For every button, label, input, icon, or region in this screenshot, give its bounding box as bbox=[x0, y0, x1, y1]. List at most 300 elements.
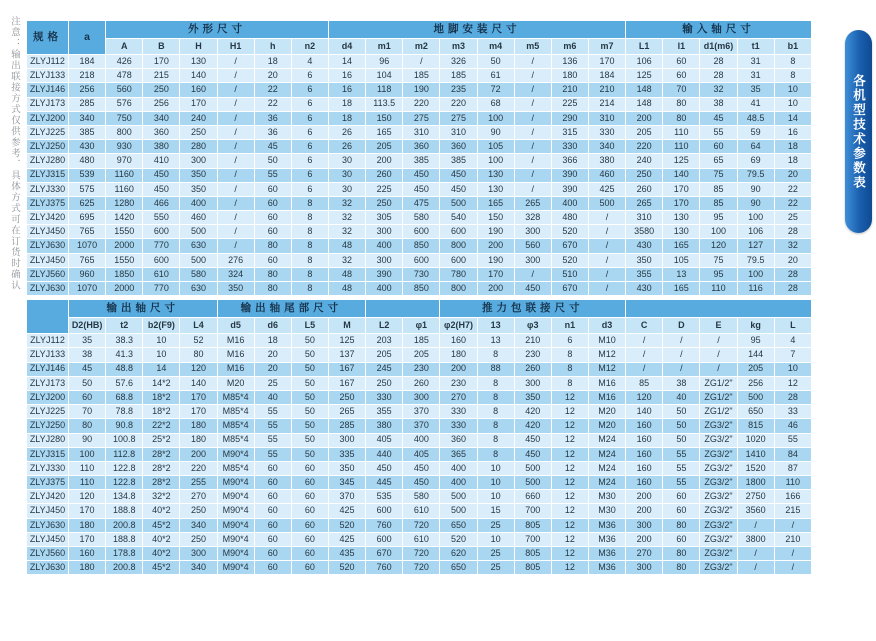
value-cell: 170 bbox=[663, 196, 700, 210]
value-cell: M24 bbox=[588, 433, 625, 447]
value-cell: 466 bbox=[143, 196, 180, 210]
value-cell: 930 bbox=[106, 140, 143, 154]
value-cell: 2750 bbox=[737, 490, 774, 504]
model-cell: ZLYJ173 bbox=[27, 97, 69, 111]
value-cell: 144 bbox=[737, 348, 774, 362]
value-cell: 25*2 bbox=[143, 433, 180, 447]
value-cell: 2000 bbox=[106, 239, 143, 253]
table-row bbox=[27, 504, 812, 518]
value-cell: 106 bbox=[737, 225, 774, 239]
value-cell: 40*2 bbox=[143, 547, 180, 561]
value-cell: 60 bbox=[254, 532, 291, 546]
value-cell: 8 bbox=[291, 253, 328, 267]
value-cell: 48 bbox=[328, 282, 365, 296]
value-cell: 160 bbox=[180, 83, 217, 97]
value-cell: / bbox=[774, 547, 811, 561]
value-cell: M36 bbox=[588, 561, 625, 575]
value-cell: 130 bbox=[663, 225, 700, 239]
value-cell: 10 bbox=[477, 490, 514, 504]
value-cell: 35 bbox=[69, 334, 106, 348]
value-cell: ZG3/2" bbox=[700, 419, 737, 433]
value-cell: / bbox=[217, 97, 254, 111]
value-cell: 260 bbox=[403, 376, 440, 390]
value-cell: 38 bbox=[69, 348, 106, 362]
value-cell: ZG3/2" bbox=[700, 504, 737, 518]
value-cell: 365 bbox=[440, 447, 477, 461]
value-cell: 300 bbox=[328, 433, 365, 447]
value-cell: ZG3/2" bbox=[700, 547, 737, 561]
value-cell: 30 bbox=[328, 154, 365, 168]
value-cell: M16 bbox=[217, 334, 254, 348]
value-cell: 510 bbox=[551, 267, 588, 281]
section-tab-technical-parameters[interactable] bbox=[845, 30, 872, 233]
value-cell: 750 bbox=[106, 111, 143, 125]
value-cell: 1410 bbox=[737, 447, 774, 461]
value-cell: 300 bbox=[514, 253, 551, 267]
value-cell: 80 bbox=[69, 419, 106, 433]
value-cell: 55 bbox=[663, 461, 700, 475]
table-row bbox=[27, 282, 812, 296]
table-row bbox=[27, 419, 812, 433]
value-cell: 8 bbox=[551, 376, 588, 390]
table-row bbox=[27, 518, 812, 532]
table-row bbox=[27, 390, 812, 404]
value-cell: 88 bbox=[477, 362, 514, 376]
model-cell: ZLYJ112 bbox=[27, 55, 69, 69]
value-cell: 425 bbox=[588, 182, 625, 196]
value-cell: 630 bbox=[180, 282, 217, 296]
value-cell: 170 bbox=[588, 55, 625, 69]
value-cell: 10 bbox=[143, 334, 180, 348]
value-cell: 630 bbox=[180, 239, 217, 253]
model-cell: ZLYJ450 bbox=[27, 532, 69, 546]
value-cell: 85 bbox=[700, 196, 737, 210]
value-cell: ZG3/2" bbox=[700, 433, 737, 447]
value-cell: 600 bbox=[403, 253, 440, 267]
value-cell: M85*4 bbox=[217, 433, 254, 447]
value-cell: 60 bbox=[254, 561, 291, 575]
value-cell: 500 bbox=[440, 196, 477, 210]
value-cell: 328 bbox=[514, 211, 551, 225]
value-cell: M16 bbox=[588, 390, 625, 404]
value-cell: 275 bbox=[403, 111, 440, 125]
value-cell: 450 bbox=[143, 168, 180, 182]
value-cell: 59 bbox=[737, 125, 774, 139]
value-cell: / bbox=[626, 334, 663, 348]
value-cell: 55 bbox=[254, 419, 291, 433]
value-cell: 120 bbox=[700, 239, 737, 253]
value-cell: 60 bbox=[663, 504, 700, 518]
table-row bbox=[27, 490, 812, 504]
value-cell: 8 bbox=[477, 405, 514, 419]
value-cell: 560 bbox=[106, 83, 143, 97]
value-cell: 850 bbox=[403, 239, 440, 253]
value-cell: 55 bbox=[700, 125, 737, 139]
value-cell: 430 bbox=[626, 282, 663, 296]
value-cell: / bbox=[514, 111, 551, 125]
value-cell: 22 bbox=[254, 97, 291, 111]
value-cell: 4 bbox=[291, 55, 328, 69]
value-cell: 100 bbox=[737, 211, 774, 225]
value-cell: / bbox=[626, 362, 663, 376]
value-cell: M24 bbox=[588, 476, 625, 490]
value-cell: 520 bbox=[328, 561, 365, 575]
group-header: 规格 bbox=[27, 21, 69, 55]
value-cell: 12 bbox=[551, 504, 588, 518]
value-cell: 500 bbox=[737, 390, 774, 404]
value-cell: 100 bbox=[700, 225, 737, 239]
value-cell: 60 bbox=[254, 182, 291, 196]
value-cell: 520 bbox=[551, 225, 588, 239]
value-cell: 184 bbox=[588, 69, 625, 83]
value-cell: 1280 bbox=[106, 196, 143, 210]
value-cell: 330 bbox=[440, 419, 477, 433]
value-cell: 140 bbox=[180, 376, 217, 390]
value-cell: 520 bbox=[440, 532, 477, 546]
model-cell: ZLYJ225 bbox=[27, 125, 69, 139]
value-cell: 435 bbox=[328, 547, 365, 561]
value-cell: 500 bbox=[514, 461, 551, 475]
value-cell: 50 bbox=[291, 348, 328, 362]
value-cell: 210 bbox=[514, 334, 551, 348]
value-cell: 500 bbox=[180, 253, 217, 267]
column-header: d6 bbox=[254, 318, 291, 334]
value-cell: 205 bbox=[366, 348, 403, 362]
value-cell: 60 bbox=[254, 461, 291, 475]
value-cell: 12 bbox=[551, 476, 588, 490]
value-cell: 256 bbox=[737, 376, 774, 390]
value-cell: 170 bbox=[663, 182, 700, 196]
value-cell: 1420 bbox=[106, 211, 143, 225]
value-cell: 3800 bbox=[737, 532, 774, 546]
value-cell: 170 bbox=[180, 405, 217, 419]
value-cell: 28 bbox=[700, 55, 737, 69]
value-cell: 8 bbox=[477, 376, 514, 390]
value-cell: 12 bbox=[551, 561, 588, 575]
value-cell: 50 bbox=[663, 433, 700, 447]
value-cell: M20 bbox=[588, 405, 625, 419]
value-cell: 800 bbox=[106, 125, 143, 139]
value-cell: 300 bbox=[180, 547, 217, 561]
value-cell: 250 bbox=[626, 168, 663, 182]
value-cell: 57.6 bbox=[106, 376, 143, 390]
value-cell: 380 bbox=[143, 140, 180, 154]
model-cell: ZLYJ225 bbox=[27, 405, 69, 419]
value-cell: 12 bbox=[551, 547, 588, 561]
table-row bbox=[27, 348, 812, 362]
value-cell: / bbox=[737, 561, 774, 575]
value-cell: 45 bbox=[69, 362, 106, 376]
value-cell: 10 bbox=[477, 532, 514, 546]
value-cell: 60 bbox=[663, 55, 700, 69]
orientation-note: 注意：输出联接方式仅供参考．具体方式可在订货时确认 bbox=[9, 16, 20, 291]
value-cell: M90*4 bbox=[217, 447, 254, 461]
value-cell: 160 bbox=[626, 476, 663, 490]
value-cell: 40*2 bbox=[143, 532, 180, 546]
value-cell: / bbox=[514, 55, 551, 69]
value-cell: 670 bbox=[366, 547, 403, 561]
group-header-row bbox=[27, 300, 812, 318]
value-cell: / bbox=[663, 362, 700, 376]
value-cell: 300 bbox=[366, 253, 403, 267]
value-cell: 130 bbox=[663, 211, 700, 225]
value-cell: 560 bbox=[514, 239, 551, 253]
value-cell: 100 bbox=[477, 111, 514, 125]
value-cell: 380 bbox=[366, 419, 403, 433]
value-cell: M16 bbox=[217, 348, 254, 362]
value-cell: 60 bbox=[254, 476, 291, 490]
value-cell: 60 bbox=[254, 225, 291, 239]
value-cell: 33 bbox=[774, 405, 811, 419]
value-cell: 500 bbox=[440, 504, 477, 518]
value-cell: 385 bbox=[440, 154, 477, 168]
value-cell: 539 bbox=[69, 168, 106, 182]
value-cell: 300 bbox=[403, 390, 440, 404]
value-cell: 326 bbox=[440, 55, 477, 69]
value-cell: / bbox=[588, 211, 625, 225]
value-cell: 18*2 bbox=[143, 390, 180, 404]
value-cell: 100.8 bbox=[106, 433, 143, 447]
value-cell: 80 bbox=[663, 111, 700, 125]
value-cell: 60 bbox=[700, 140, 737, 154]
column-header: b2(F9) bbox=[143, 318, 180, 334]
value-cell: / bbox=[588, 267, 625, 281]
value-cell: / bbox=[700, 348, 737, 362]
table-row bbox=[27, 55, 812, 69]
value-cell: / bbox=[217, 140, 254, 154]
value-cell: 80 bbox=[180, 348, 217, 362]
value-cell: 200 bbox=[477, 239, 514, 253]
table-row bbox=[27, 405, 812, 419]
group-header: 地脚安装尺寸 bbox=[328, 21, 625, 39]
value-cell: 390 bbox=[366, 267, 403, 281]
group-header: 外形尺寸 bbox=[106, 21, 329, 39]
value-cell: 28 bbox=[774, 390, 811, 404]
value-cell: 1550 bbox=[106, 253, 143, 267]
value-cell: 50 bbox=[291, 447, 328, 461]
value-cell: 60 bbox=[254, 518, 291, 532]
value-cell: 125 bbox=[663, 154, 700, 168]
value-cell: 134.8 bbox=[106, 490, 143, 504]
value-cell: 240 bbox=[626, 154, 663, 168]
value-cell: 80 bbox=[663, 518, 700, 532]
value-cell: 330 bbox=[440, 405, 477, 419]
value-cell: 385 bbox=[403, 154, 440, 168]
value-cell: 40 bbox=[663, 390, 700, 404]
value-cell: 700 bbox=[514, 504, 551, 518]
column-header: L bbox=[774, 318, 811, 334]
value-cell: 95 bbox=[700, 267, 737, 281]
value-cell: 12 bbox=[551, 447, 588, 461]
value-cell: 140 bbox=[180, 69, 217, 83]
value-cell: 28*2 bbox=[143, 461, 180, 475]
value-cell: 350 bbox=[180, 182, 217, 196]
value-cell: 30 bbox=[328, 182, 365, 196]
value-cell: 250 bbox=[143, 83, 180, 97]
value-cell: 100 bbox=[737, 267, 774, 281]
value-cell: 184 bbox=[69, 55, 106, 69]
value-cell: 960 bbox=[69, 267, 106, 281]
value-cell: / bbox=[217, 125, 254, 139]
group-header-blank bbox=[27, 300, 69, 334]
value-cell: 12 bbox=[551, 419, 588, 433]
column-header: E bbox=[700, 318, 737, 334]
value-cell: 60 bbox=[291, 532, 328, 546]
value-cell: 300 bbox=[366, 225, 403, 239]
table-row bbox=[27, 532, 812, 546]
table-row bbox=[27, 561, 812, 575]
value-cell: 340 bbox=[180, 561, 217, 575]
value-cell: M16 bbox=[217, 362, 254, 376]
value-cell: / bbox=[774, 561, 811, 575]
value-cell: 575 bbox=[69, 182, 106, 196]
value-cell: 125 bbox=[328, 334, 365, 348]
value-cell: 41 bbox=[737, 97, 774, 111]
value-cell: 220 bbox=[403, 97, 440, 111]
value-cell: M90*4 bbox=[217, 547, 254, 561]
value-cell: 205 bbox=[403, 348, 440, 362]
value-cell: 32 bbox=[328, 253, 365, 267]
value-cell: 370 bbox=[403, 405, 440, 419]
column-header: φ3 bbox=[514, 318, 551, 334]
value-cell: / bbox=[217, 211, 254, 225]
value-cell: 60 bbox=[254, 490, 291, 504]
value-cell: ZG3/2" bbox=[700, 518, 737, 532]
value-cell: / bbox=[217, 55, 254, 69]
value-cell: 130 bbox=[477, 182, 514, 196]
value-cell: ZG3/2" bbox=[700, 532, 737, 546]
value-cell: 110 bbox=[69, 461, 106, 475]
value-cell: / bbox=[514, 182, 551, 196]
value-cell: 60 bbox=[69, 390, 106, 404]
value-cell: 90 bbox=[737, 182, 774, 196]
value-cell: 210 bbox=[774, 532, 811, 546]
value-cell: 48 bbox=[328, 239, 365, 253]
value-cell: 32*2 bbox=[143, 490, 180, 504]
value-cell: 20 bbox=[774, 253, 811, 267]
value-cell: M12 bbox=[588, 348, 625, 362]
value-cell: 290 bbox=[551, 111, 588, 125]
value-cell: 420 bbox=[514, 405, 551, 419]
value-cell: 360 bbox=[143, 125, 180, 139]
value-cell: 450 bbox=[403, 476, 440, 490]
value-cell: 650 bbox=[440, 518, 477, 532]
value-cell: 214 bbox=[588, 97, 625, 111]
value-cell: 55 bbox=[663, 476, 700, 490]
column-header: 13 bbox=[477, 318, 514, 334]
value-cell: M12 bbox=[588, 362, 625, 376]
value-cell: 185 bbox=[440, 69, 477, 83]
value-cell: 425 bbox=[328, 532, 365, 546]
value-cell: M36 bbox=[588, 547, 625, 561]
group-header: 输入轴尺寸 bbox=[626, 21, 812, 39]
value-cell: 260 bbox=[514, 362, 551, 376]
value-cell: 160 bbox=[626, 447, 663, 461]
value-cell: 120 bbox=[180, 362, 217, 376]
value-cell: 170 bbox=[180, 390, 217, 404]
value-cell: 55 bbox=[254, 168, 291, 182]
value-cell: 110 bbox=[69, 476, 106, 490]
value-cell: 265 bbox=[328, 405, 365, 419]
value-cell: 12 bbox=[551, 532, 588, 546]
value-cell: 50 bbox=[291, 376, 328, 390]
value-cell: 160 bbox=[440, 334, 477, 348]
model-cell: ZLYJ250 bbox=[27, 419, 69, 433]
column-header: t2 bbox=[106, 318, 143, 334]
value-cell: M90*4 bbox=[217, 561, 254, 575]
value-cell: 426 bbox=[106, 55, 143, 69]
value-cell: 32 bbox=[328, 196, 365, 210]
value-cell: 55 bbox=[254, 433, 291, 447]
value-cell: 310 bbox=[403, 125, 440, 139]
value-cell: 18 bbox=[328, 111, 365, 125]
value-cell: 770 bbox=[143, 282, 180, 296]
value-cell: 1020 bbox=[737, 433, 774, 447]
value-cell: 780 bbox=[440, 267, 477, 281]
value-cell: 95 bbox=[737, 334, 774, 348]
value-cell: 600 bbox=[143, 253, 180, 267]
value-cell: 60 bbox=[291, 476, 328, 490]
value-cell: 610 bbox=[403, 532, 440, 546]
value-cell: 96 bbox=[366, 55, 403, 69]
value-cell: / bbox=[514, 69, 551, 83]
value-cell: 188.8 bbox=[106, 532, 143, 546]
value-cell: 170 bbox=[477, 267, 514, 281]
value-cell: 12 bbox=[551, 461, 588, 475]
table-row bbox=[27, 547, 812, 561]
value-cell: 350 bbox=[514, 390, 551, 404]
value-cell: / bbox=[626, 348, 663, 362]
value-cell: 26 bbox=[328, 125, 365, 139]
value-cell: 50 bbox=[69, 376, 106, 390]
value-cell: 160 bbox=[626, 433, 663, 447]
value-cell: 200.8 bbox=[106, 518, 143, 532]
value-cell: 160 bbox=[626, 461, 663, 475]
value-cell: 220 bbox=[180, 461, 217, 475]
column-header: kg bbox=[737, 318, 774, 334]
value-cell: 400 bbox=[180, 196, 217, 210]
value-cell: 440 bbox=[366, 447, 403, 461]
value-cell: 40*2 bbox=[143, 504, 180, 518]
column-header: L4 bbox=[180, 318, 217, 334]
value-cell: 41.3 bbox=[106, 348, 143, 362]
value-cell: 12 bbox=[551, 390, 588, 404]
value-cell: 8 bbox=[291, 239, 328, 253]
value-cell: 60 bbox=[254, 196, 291, 210]
column-header: b1 bbox=[774, 39, 811, 55]
value-cell: 720 bbox=[403, 561, 440, 575]
value-cell: 45*2 bbox=[143, 518, 180, 532]
value-cell: 285 bbox=[328, 419, 365, 433]
value-cell: 330 bbox=[366, 390, 403, 404]
value-cell: 60 bbox=[291, 518, 328, 532]
value-cell: 50 bbox=[291, 362, 328, 376]
value-cell: 256 bbox=[143, 97, 180, 111]
value-cell: 50 bbox=[291, 334, 328, 348]
value-cell: 450 bbox=[403, 461, 440, 475]
value-cell: 13 bbox=[477, 334, 514, 348]
value-cell: / bbox=[514, 97, 551, 111]
value-cell: 390 bbox=[551, 182, 588, 196]
value-cell: 130 bbox=[477, 168, 514, 182]
value-cell: 178.8 bbox=[106, 547, 143, 561]
value-cell: 165 bbox=[663, 239, 700, 253]
value-cell: 200 bbox=[626, 490, 663, 504]
value-cell: 79.5 bbox=[737, 253, 774, 267]
value-cell: 480 bbox=[69, 154, 106, 168]
model-cell: ZLYJ133 bbox=[27, 348, 69, 362]
value-cell: M90*4 bbox=[217, 504, 254, 518]
